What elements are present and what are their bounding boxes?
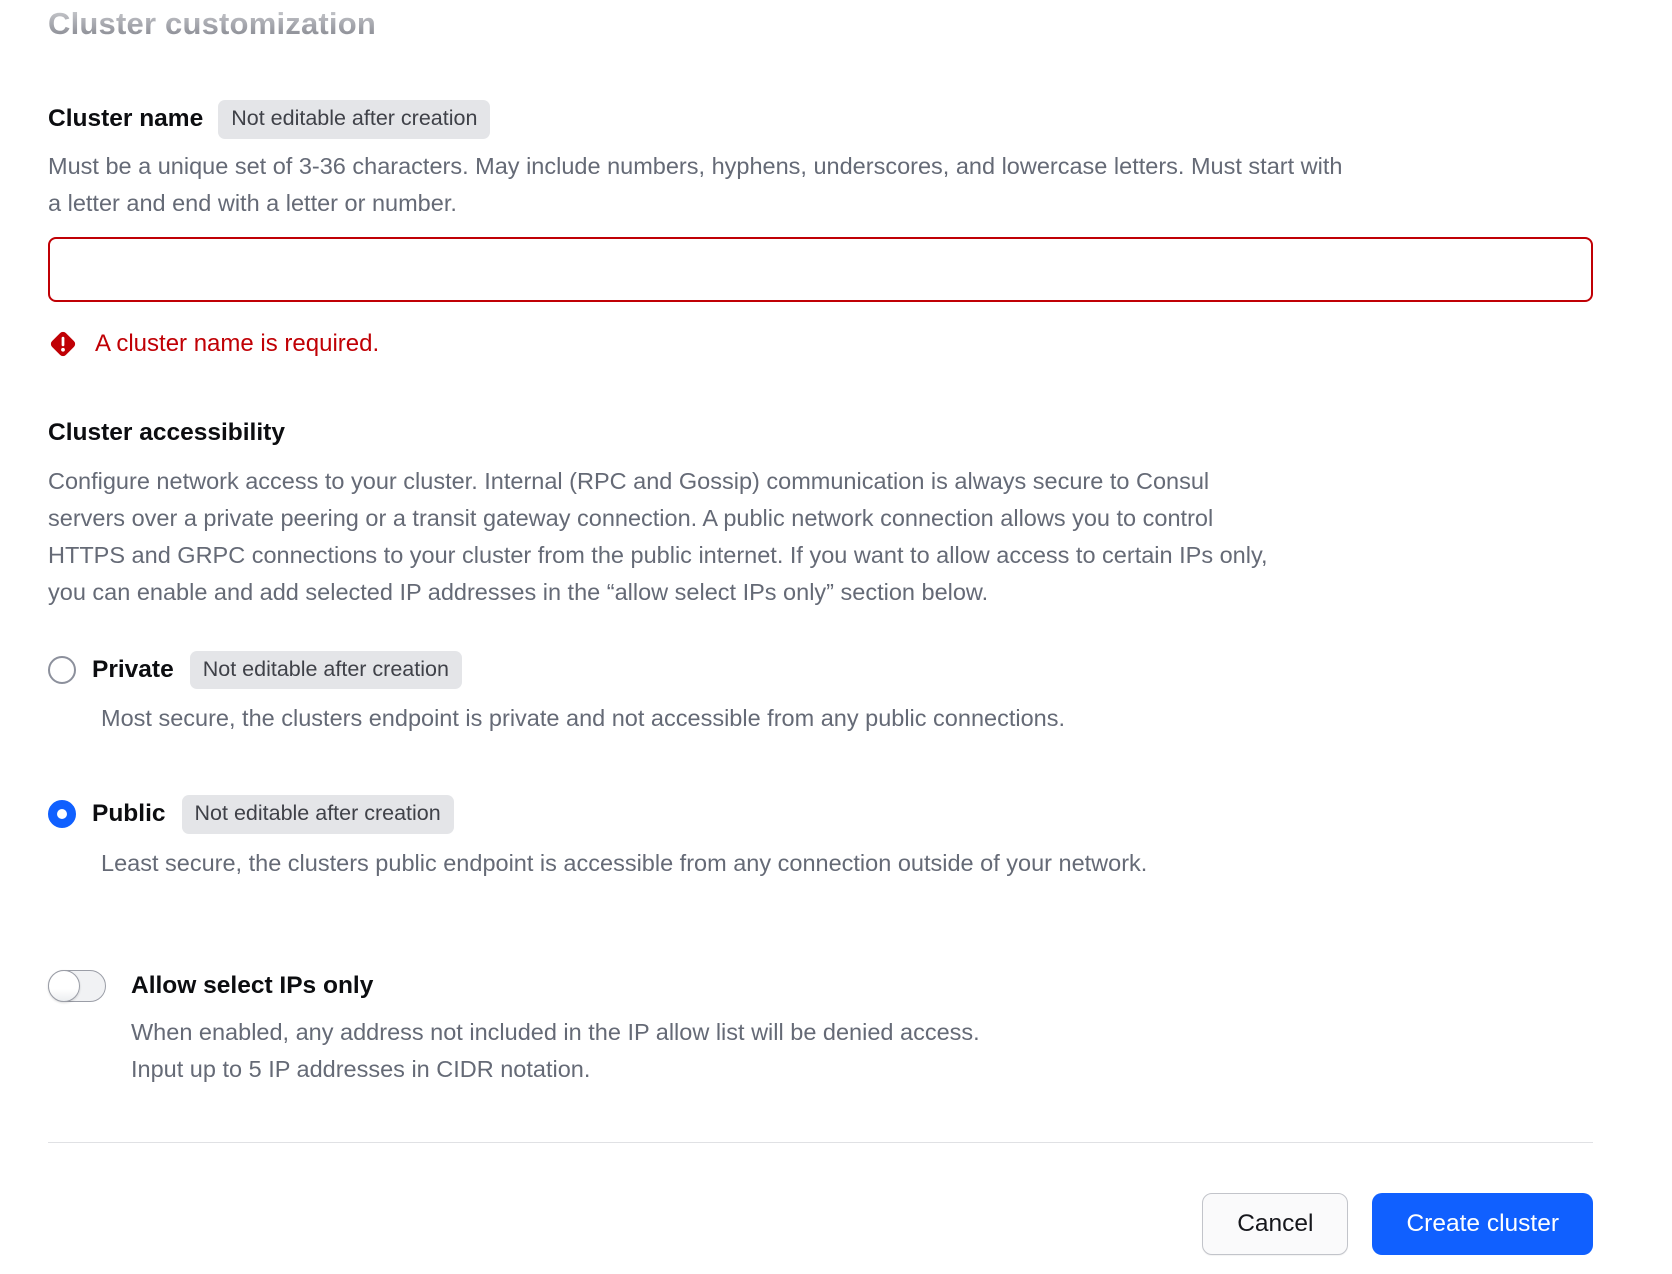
help-line: Must be a unique set of 3-36 characters. May include numbers, hyphens, underscores, and lowercase letters. Must start with [48,152,1343,179]
cluster-accessibility-heading: Cluster accessibility [48,418,285,446]
private-option-description: Most secure, the clusters endpoint is private and not accessible from any public connections. [101,705,1066,731]
radio-option-public [48,795,1593,834]
allow-select-ips-row [48,970,1593,1002]
allow-select-ips-description [131,1014,1593,1088]
public-badge: Not editable after creation [182,795,454,834]
create-cluster-button[interactable]: Create cluster [1372,1193,1593,1255]
toggle-knob[interactable] [48,970,80,1002]
private-radio-label[interactable]: Private [92,655,174,683]
form-actions [48,1193,1593,1255]
page-title: Cluster customization [48,6,377,41]
description-line: Configure network access to your cluster. Internal (RPC and Gossip) communication is always secure to Consul [48,467,1210,494]
cluster-name-input[interactable] [48,237,1593,302]
allow-select-ips-label[interactable]: Allow select IPs only [131,971,374,999]
public-radio-label[interactable]: Public [92,800,166,828]
public-radio[interactable] [48,800,76,828]
description-line: When enabled, any address not included in the IP allow list will be denied access. [131,1018,980,1045]
description-line: HTTPS and GRPC connections to your cluster from the public internet. If you want to allow access to certain IPs only, [48,541,1268,568]
description-line: Input up to 5 IP addresses in CIDR notation. [131,1055,591,1082]
description-line: servers over a private peering or a transit gateway connection. A public network connection allows you to control [48,504,1214,531]
private-radio[interactable] [48,656,76,684]
cluster-accessibility-description [48,463,1593,611]
allow-select-ips-toggle[interactable] [48,970,106,1002]
cluster-name-label-row [48,100,1593,139]
private-badge: Not editable after creation [190,651,462,690]
radio-option-private [48,651,1593,690]
cluster-name-help [48,148,1593,222]
help-line: a letter and end with a letter or number. [48,189,457,216]
error-message: A cluster name is required. [95,329,380,357]
description-line: you can enable and add selected IP addresses in the “allow select IPs only” section below. [48,578,989,605]
cluster-name-error [48,329,1593,359]
public-option-description: Least secure, the clusters public endpoint is accessible from any connection outside of your network. [101,849,1148,876]
cluster-name-label: Cluster name [48,105,204,133]
alert-diamond-icon [48,329,78,359]
footer-divider [48,1142,1593,1143]
cancel-button[interactable]: Cancel [1202,1193,1348,1255]
cluster-name-badge: Not editable after creation [218,100,490,139]
